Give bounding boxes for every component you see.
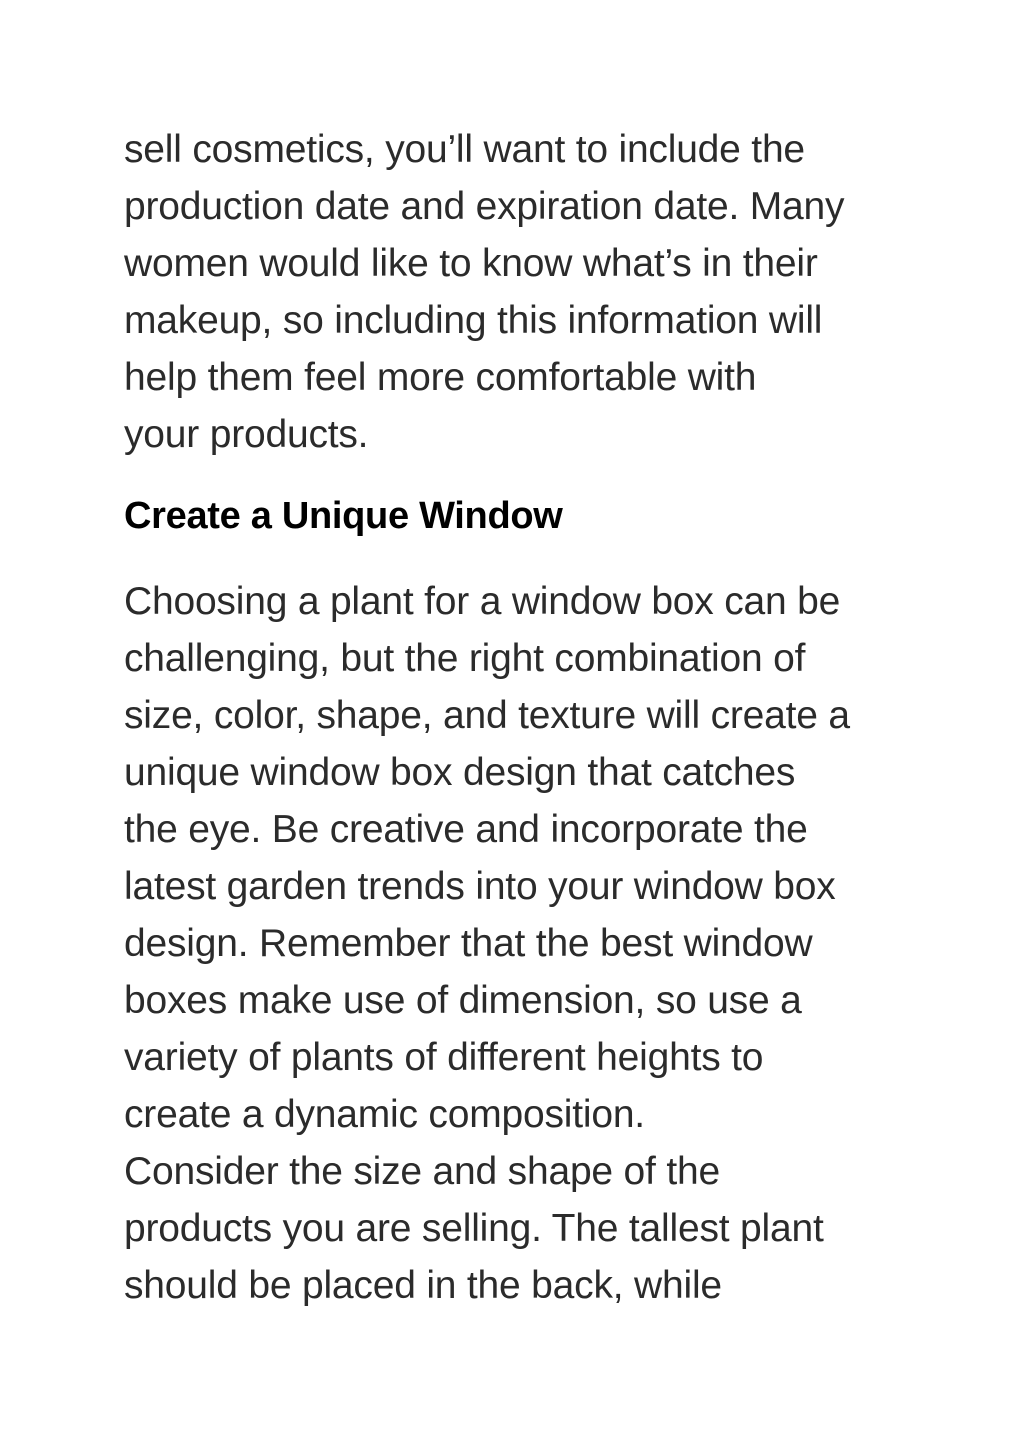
paragraph-line: help them feel more comfortable with [124,356,757,399]
paragraph-line: boxes make use of dimension, so use a [124,979,802,1022]
paragraph-line: makeup, so including this information will [124,299,823,342]
paragraph-line: create a dynamic composition. [124,1093,645,1136]
paragraph-line: should be placed in the back, while [124,1264,722,1307]
paragraph-line: the eye. Be creative and incorporate the [124,808,808,851]
paragraph-line: latest garden trends into your window box [124,865,836,908]
body-paragraph-2 [124,573,924,1314]
paragraph-line: women would like to know what’s in their [124,242,818,285]
body-paragraph-1 [124,121,924,463]
paragraph-line: size, color, shape, and texture will create a [124,694,850,737]
paragraph-line: products you are selling. The tallest plant [124,1207,824,1250]
section-heading: Create a Unique Window [124,495,563,537]
paragraph-line: Choosing a plant for a window box can be [124,580,841,623]
paragraph-line: Consider the size and shape of the [124,1150,720,1193]
paragraph-line: challenging, but the right combination of [124,637,806,680]
paragraph-line: production date and expiration date. Many [124,185,845,228]
paragraph-line: sell cosmetics, you’ll want to include the [124,128,805,171]
paragraph-line: unique window box design that catches [124,751,796,794]
paragraph-line: design. Remember that the best window [124,922,813,965]
document-page [124,121,924,1314]
paragraph-line: variety of plants of different heights to [124,1036,764,1079]
paragraph-line: your products. [124,413,369,456]
